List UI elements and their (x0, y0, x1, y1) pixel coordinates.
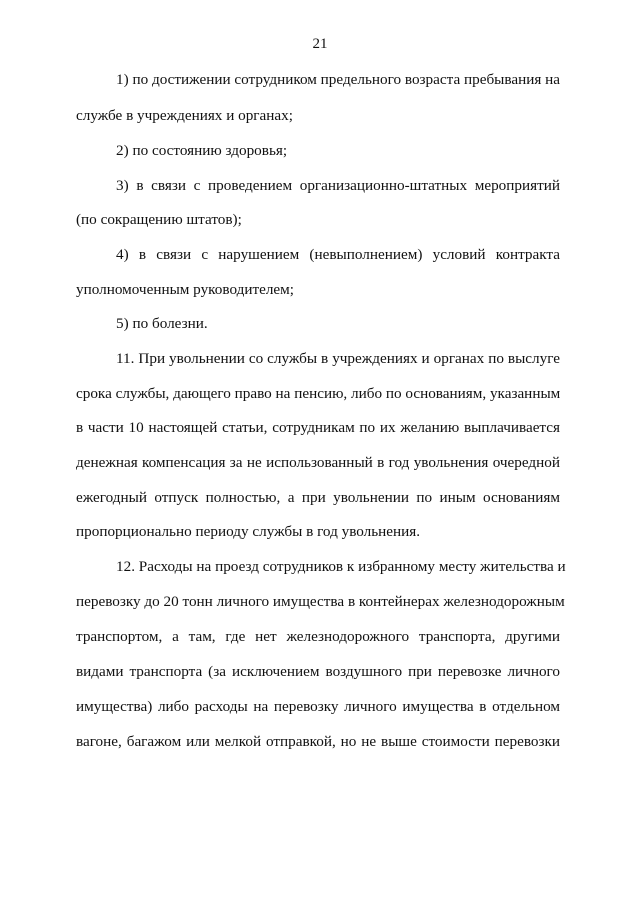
text-line: денежная компенсация за не использованный в год увольнения очередной (76, 454, 560, 471)
text-line: транспортом, а там, где нет железнодорожного транспорта, другими (76, 628, 560, 645)
text-line: службе в учреждениях и органах; (76, 107, 293, 124)
page-number: 21 (312, 36, 328, 52)
text-line: 11. При увольнении со службы в учреждениях и органах по выслуге (116, 350, 560, 367)
text-line: (по сокращению штатов); (76, 211, 242, 228)
text-line: ежегодный отпуск полностью, а при увольнении по иным основаниям (76, 489, 560, 506)
text-line: 12. Расходы на проезд сотрудников к избранному месту жительства и (116, 558, 566, 575)
text-line: перевозку до 20 тонн личного имущества в контейнерах железнодорожным (76, 593, 565, 610)
text-line: видами транспорта (за исключением воздушного при перевозке личного (76, 663, 560, 680)
text-line: 5) по болезни. (116, 315, 208, 332)
text-line: срока службы, дающего право на пенсию, либо по основаниям, указанным (76, 385, 561, 402)
text-line: 3) в связи с проведением организационно-штатных мероприятий (116, 177, 560, 194)
text-line: вагоне, багажом или мелкой отправкой, но не выше стоимости перевозки (76, 733, 560, 750)
text-line: имущества) либо расходы на перевозку личного имущества в отдельном (76, 698, 560, 715)
text-line: 1) по достижении сотрудником предельного возраста пребывания на (116, 71, 560, 88)
text-line: 4) в связи с нарушением (невыполнением) условий контракта (116, 246, 560, 263)
text-line: в части 10 настоящей статьи, сотрудникам по их желанию выплачивается (76, 419, 560, 436)
text-line: пропорционально периоду службы в год увольнения. (76, 523, 421, 540)
text-line: уполномоченным руководителем; (76, 281, 294, 298)
text-line: 2) по состоянию здоровья; (116, 142, 288, 159)
